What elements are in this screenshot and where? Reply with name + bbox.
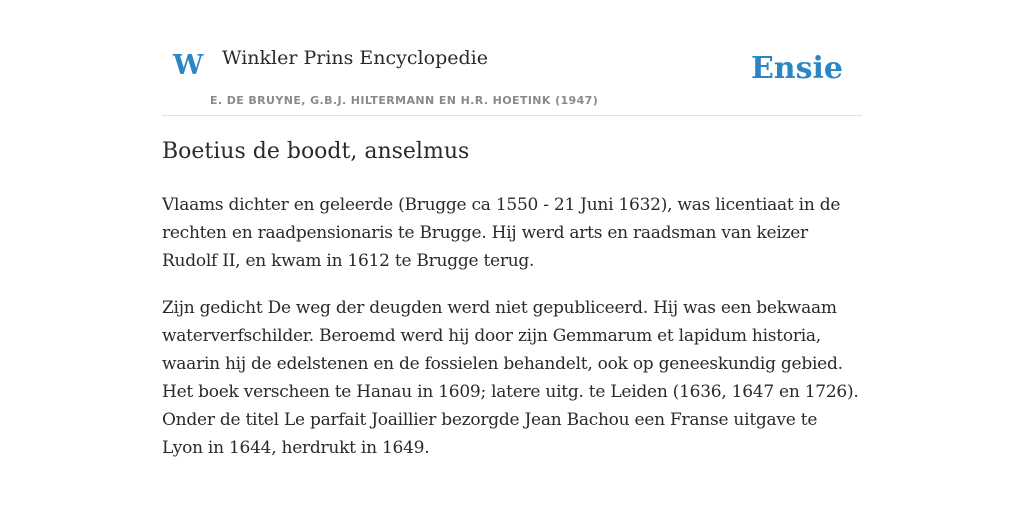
- publication-title[interactable]: Winkler Prins Encyclopedie: [222, 47, 488, 69]
- article-paragraph-2: Zijn gedicht De weg der deugden werd niet gepubliceerd. Hij was een bekwaam waterverfschilder. Beroemd werd hij door zijn Gemmarum et lapidum historia, waarin hij de edelstenen en de fossielen behandelt, ook op geneeskundig gebied. Het boek verscheen te Hanau in 1609; latere uitg. te Leiden (1636, 1647 en 1726). Onder de titel Le parfait Joaillier bezorgde Jean Bachou een Franse uitgave te Lyon in 1644, herdrukt in 1649.: [162, 297, 859, 458]
- ensie-brand-link[interactable]: Ensie: [750, 51, 843, 86]
- publication-header: [162, 40, 862, 116]
- article-title: Boetius de boodt, anselmus: [162, 139, 470, 164]
- article: [162, 138, 862, 481]
- publication-authors: E. DE BRUYNE, G.B.J. HILTERMANN EN H.R. HOETINK (1947): [210, 94, 599, 107]
- publication-logo[interactable]: W: [173, 50, 204, 81]
- article-paragraph-1: Vlaams dichter en geleerde (Brugge ca 1550 - 21 Juni 1632), was licentiaat in de rechten en raadpensionaris te Brugge. Hij werd arts en raadsman van keizer Rudolf II, en kwam in 1612 te Brugge terug.: [162, 194, 841, 271]
